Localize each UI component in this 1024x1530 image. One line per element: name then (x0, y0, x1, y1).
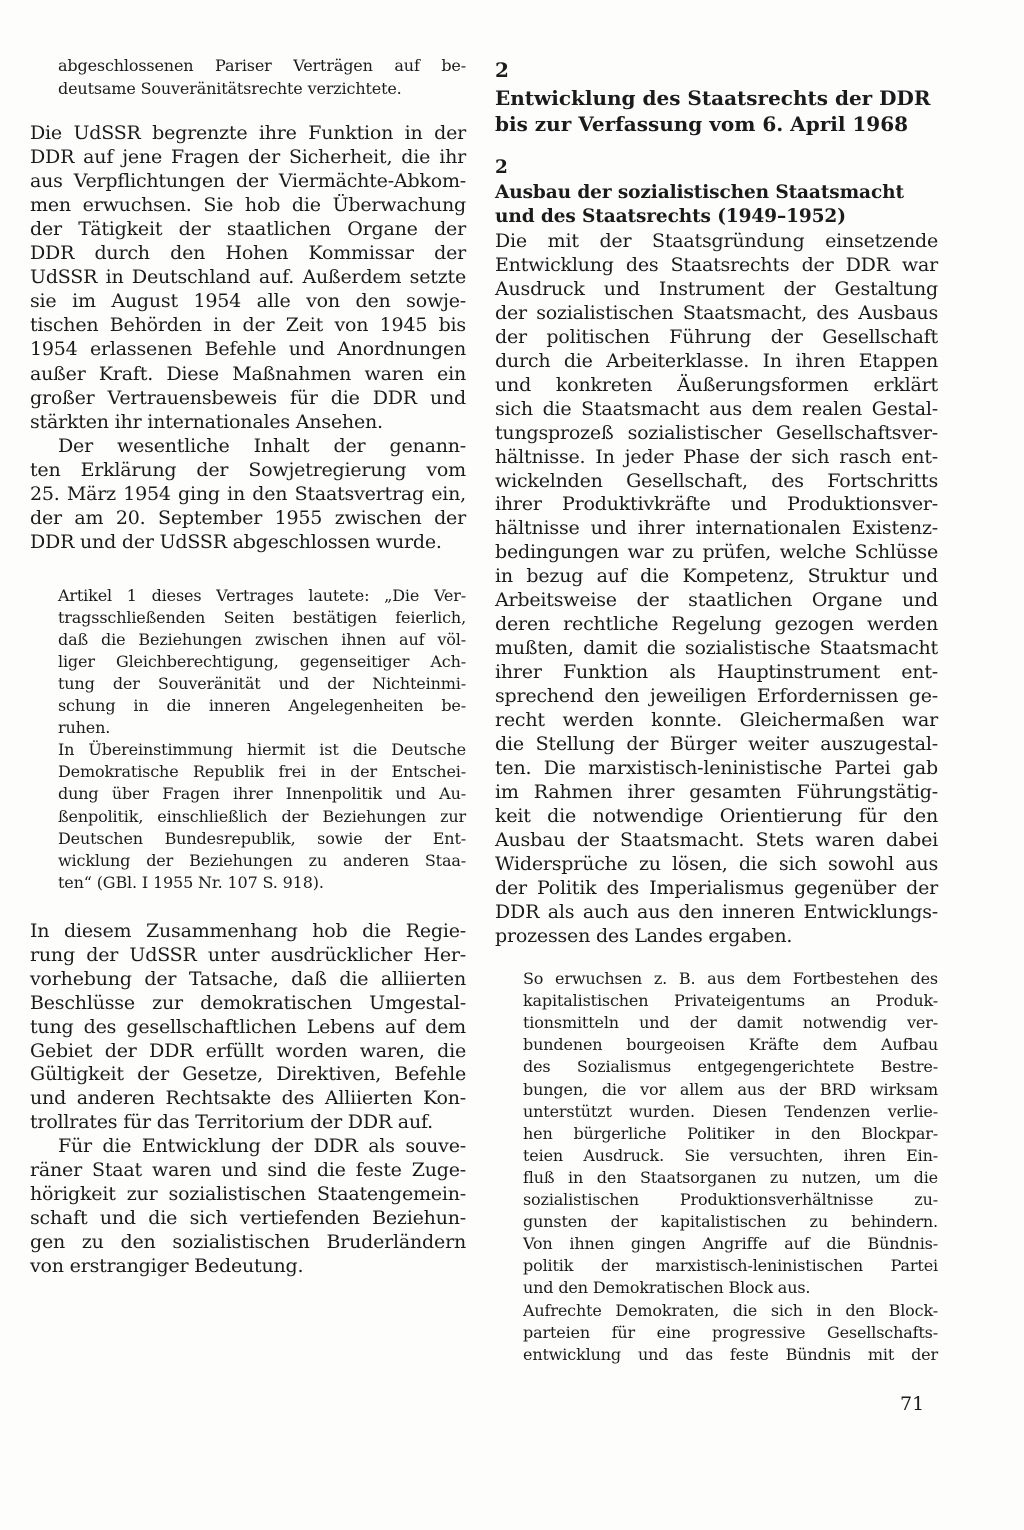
right-para1-line: bedingungen war zu prüfen, welche Schlüsse (495, 541, 938, 564)
left-para1-line: Die UdSSR begrenzte ihre Funktion in der (30, 122, 466, 144)
right-small-line: So erwuchsen z. B. aus dem Fortbestehen des (523, 969, 938, 988)
left-para2-line: tung des gesellschaftlichen Lebens auf dem (30, 1015, 466, 1038)
left-quote-line: dung über Fragen ihrer Innenpolitik und Au- (58, 784, 466, 804)
left-para2-line: hörigkeit zur sozialistischen Staatengemein- (30, 1182, 466, 1205)
subsection-title-line: Ausbau der sozialistischen Staatsmacht (495, 182, 904, 203)
left-quote-line: Demokratische Republik frei in der Entschei- (58, 762, 466, 782)
left-quote-line: schung in die inneren Angelegenheiten be- (58, 696, 466, 716)
section-number-line: 2 (495, 58, 509, 82)
left-para2-line: trollrates für das Territorium der DDR auf. (30, 1111, 433, 1134)
left-top-line: abgeschlossenen Pariser Verträgen auf be- (58, 56, 466, 75)
left-para2-line: Beschlüsse zur demokratischen Umgestal- (30, 991, 466, 1014)
right-para1-line: im Rahmen ihrer gesamten Führungstätig- (495, 780, 938, 803)
right-para1-line: wickelnden Gesellschaft, des Fortschritts (495, 469, 938, 492)
left-para1-line: der am 20. September 1955 zwischen der (30, 506, 466, 529)
left-para2-line: räner Staat waren und sind die feste Zuge- (30, 1159, 466, 1181)
right-para1-line: deren rechtliche Regelung gezogen werden (495, 613, 938, 636)
left-para1-line: DDR auf jene Fragen der Sicherheit, die ihr (30, 146, 466, 169)
left-quote-line: In Übereinstimmung hiermit ist die Deutsche (58, 740, 466, 760)
left-para1-line: men erwuchsen. Sie hob die Überwachung (30, 194, 466, 217)
right-para1-line: Entwicklung des Staatsrechts der DDR war (495, 253, 938, 276)
left-quote-line: daß die Beziehungen zwischen ihnen auf völ- (58, 630, 466, 650)
right-small-line: sozialistischen Produktionsverhältnisse zu- (523, 1190, 938, 1209)
subsection-title-line: und des Staatsrechts (1949–1952) (495, 206, 846, 227)
left-para1-line: DDR durch den Hohen Kommissar der (30, 242, 466, 265)
right-small-line: teien Ausdruck. Sie versuchten, ihren Ein- (523, 1145, 938, 1165)
left-para1-line: Der wesentliche Inhalt der genann- (58, 434, 466, 457)
right-para1-line: sprechend den jeweiligen Erfordernissen ge- (495, 685, 938, 708)
left-para2-line: In diesem Zusammenhang hob die Regie- (30, 920, 466, 942)
right-para1-line: Die mit der Staatsgründung einsetzende (495, 230, 938, 252)
right-para1-line: in bezug auf die Kompetenz, Struktur und (495, 565, 938, 588)
left-para1-line: tischen Behörden in der Zeit von 1945 bis (30, 314, 466, 337)
right-para1-line: tungsprozeß sozialistischer Gesellschaftsver- (495, 421, 938, 444)
left-para2-line: gen zu den sozialistischen Bruderländern (30, 1230, 466, 1253)
section-title-line: Entwicklung des Staatsrechts der DDR (495, 86, 931, 110)
left-para1-line: außer Kraft. Diese Maßnahmen waren ein (30, 362, 466, 385)
left-quote-line: tragsschließenden Seiten bestätigen feierlich, (58, 608, 466, 628)
left-para2-line: vorhebung der Tatsache, daß die alliierten (30, 967, 466, 990)
right-small-line: gunsten der kapitalistischen zu behindern. (523, 1212, 938, 1232)
right-para1-line: die Stellung der Bürger weiter auszugestal- (495, 732, 938, 755)
right-small-line: parteien für eine progressive Gesellschafts- (523, 1322, 938, 1342)
left-para1-line: 1954 erlassenen Befehle und Anordnungen (30, 338, 466, 361)
page-number: 71 (900, 1393, 925, 1415)
right-para1-line: mußten, damit die sozialistische Staatsmacht (495, 637, 938, 660)
left-para2-line: von erstrangiger Bedeutung. (30, 1254, 304, 1277)
right-small-line: und den Demokratischen Block aus. (523, 1278, 811, 1298)
right-para1-line: ten. Die marxistisch-leninistische Partei gab (495, 756, 938, 779)
right-small-line: des Sozialismus entgegengerichtete Bestre- (523, 1057, 938, 1077)
right-small-line: Von ihnen gingen Angriffe auf die Bündnis- (523, 1234, 938, 1254)
left-para1-line: 25. März 1954 ging in den Staatsvertrag ein, (30, 482, 466, 505)
right-para1-line: der Politik des Imperialismus gegenüber der (495, 876, 938, 899)
right-small-line: fluß in den Staatsorganen zu nutzen, um die (523, 1167, 938, 1187)
right-para1-line: DDR als auch aus den inneren Entwicklungs- (495, 900, 938, 923)
right-para1-line: durch die Arbeiterklasse. In ihren Etappen (495, 349, 938, 372)
subsection-number-line: 2 (495, 157, 508, 178)
left-para2-line: rung der UdSSR unter ausdrücklicher Her- (30, 943, 466, 966)
left-quote-line: liger Gleichberechtigung, gegenseitiger Ach- (58, 652, 466, 672)
left-top-line: deutsame Souveränitätsrechte verzichtete. (58, 79, 402, 98)
left-para1-line: stärkten ihr internationales Ansehen. (30, 410, 383, 433)
right-para1-line: ihrer Produktivkräfte und Produktionsver- (495, 493, 938, 516)
right-small-line: Aufrechte Demokraten, die sich in den Block- (523, 1300, 938, 1320)
right-para1-line: hältnisse und ihrer internationalen Existenz- (495, 517, 938, 540)
right-para1-line: sich die Staatsmacht aus dem realen Gestal- (495, 397, 938, 420)
right-small-line: hen bürgerliche Politiker in den Blockpar- (523, 1123, 938, 1143)
left-para1-line: großer Vertrauensbeweis für die DDR und (30, 386, 466, 409)
right-small-line: bungen, die vor allem aus der BRD wirksam (523, 1079, 938, 1099)
left-quote-line: ruhen. (58, 718, 111, 738)
left-para2-line: und anderen Rechtsakte des Alliierten Kon- (30, 1087, 466, 1110)
right-para1-line: Widersprüche zu lösen, die sich sowohl aus (495, 852, 938, 875)
left-para2-line: schaft und die sich vertiefenden Beziehun- (30, 1206, 466, 1229)
right-para1-line: hältnisse. In jeder Phase der sich rasch ent- (495, 445, 938, 468)
left-quote-line: ßenpolitik, einschließlich der Beziehungen zur (58, 806, 466, 826)
left-quote-line: tung der Souveränität und der Nichteinmi- (58, 674, 466, 694)
left-para1-line: ten Erklärung der Sowjetregierung vom (30, 458, 466, 481)
left-para2-line: Für die Entwicklung der DDR als souve- (58, 1135, 466, 1158)
right-small-line: tionsmitteln und der damit notwendig ver- (523, 1013, 938, 1033)
right-para1-line: der sozialistischen Staatsmacht, des Ausbaus (495, 301, 938, 324)
right-small-line: politik der marxistisch-leninistischen Partei (523, 1256, 938, 1276)
right-para1-line: recht werden konnte. Gleichermaßen war (495, 709, 938, 731)
left-quote-line: wicklung der Beziehungen zu anderen Staa- (58, 850, 466, 870)
right-para1-line: keit die notwendige Orientierung für den (495, 804, 938, 827)
right-para1-line: Arbeitsweise der staatlichen Organe und (495, 589, 938, 612)
right-para1-line: der politischen Führung der Gesellschaft (495, 325, 938, 348)
left-para2-line: Gültigkeit der Gesetze, Direktiven, Befehle (30, 1063, 466, 1086)
right-para1-line: Ausbau der Staatsmacht. Stets waren dabei (495, 828, 938, 851)
left-para1-line: der Tätigkeit der staatlichen Organe der (30, 218, 466, 241)
left-para1-line: sie im August 1954 alle von den sowje- (30, 290, 466, 313)
left-quote-line: ten“ (GBl. I 1955 Nr. 107 S. 918). (58, 872, 324, 892)
right-para1-line: prozessen des Landes ergaben. (495, 924, 793, 947)
section-title-line: bis zur Verfassung vom 6. April 1968 (495, 112, 909, 136)
left-para1-line: UdSSR in Deutschland auf. Außerdem setzte (30, 266, 466, 289)
right-small-line: unterstützt wurden. Diesen Tendenzen verlie- (523, 1101, 938, 1121)
right-para1-line: und konkreten Äußerungsformen erklärt (495, 373, 938, 396)
right-small-line: kapitalistischen Privateigentums an Produk- (523, 991, 938, 1011)
right-small-line: entwicklung und das feste Bündnis mit der (523, 1344, 938, 1364)
left-para1-line: DDR und der UdSSR abgeschlossen wurde. (30, 530, 442, 553)
right-small-line: bundenen bourgeoisen Kräfte dem Aufbau (523, 1035, 938, 1055)
left-quote-line: Deutschen Bundesrepublik, sowie der Ent- (58, 828, 466, 848)
left-para1-line: aus Verpflichtungen der Viermächte-Abkom- (30, 170, 466, 193)
left-quote-line: Artikel 1 dieses Vertrages lautete: „Die Ver- (58, 586, 466, 605)
right-para1-line: ihrer Funktion als Hauptinstrument ent- (495, 661, 938, 684)
right-para1-line: Ausdruck und Instrument der Gestaltung (495, 277, 938, 300)
left-para2-line: Gebiet der DDR erfüllt worden waren, die (30, 1039, 466, 1062)
